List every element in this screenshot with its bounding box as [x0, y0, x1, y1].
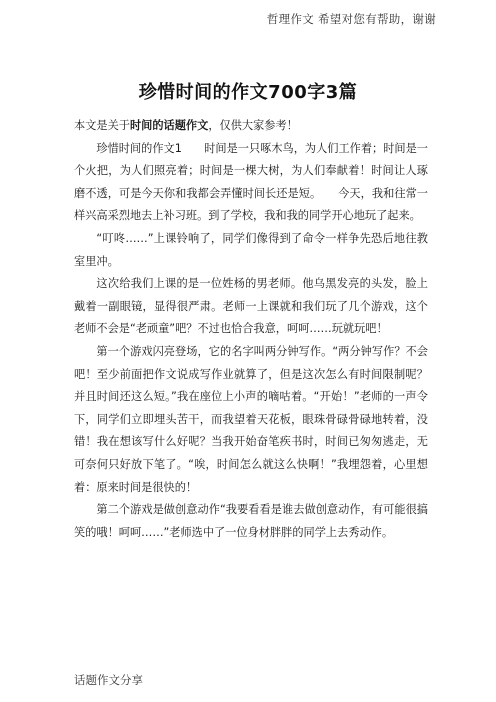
intro-keyword-topic: 话题作文 [163, 119, 209, 132]
paragraph: 这次给我们上课的是一位姓杨的男老师。他乌黑发亮的头发，脸上戴着一副眼镜，显得很严肃。老师一上课就和我们玩了几个游戏，这个老师不会是“老顽童”吧？不过也恰合我意，呵呵……玩就玩吧！ [74, 277, 428, 336]
intro-prefix: 本文是关于 [74, 119, 130, 132]
paragraph: 第二个游戏是做创意动作“我要看看是谁去做创意动作，有可能很搞笑的哦！呵呵……”老师选中了一位身材胖胖的同学上去秀动作。 [74, 503, 428, 539]
intro-connector: 的 [152, 119, 164, 132]
intro-suffix: ，仅供大家参考！ [208, 119, 298, 132]
paragraph: 第一个游戏闪亮登场，它的名字叫两分钟写作。“两分钟写作？不会吧！至少前面把作文说成写作业就算了，但是这次怎么有时间限制呢？并且时间还这么短。”我在座位上小声的嘀咕着。“开始！”老师的一声令下，同学们立即埋头苦干，而我望着天花板，眼珠骨碌骨碌地转着，没错！我在想该写什么好呢？当我开始奋笔疾书时，时间已匆匆逃走，无可奈何只好放下笔了。“唉，时间怎么就这么快啊！”我埋怨着，心里想着：原来时间是很快的！ [74, 344, 428, 494]
document-body [74, 115, 428, 544]
paragraph: “叮咚……”上课铃响了，同学们像得到了命令一样争先恐后地往教室里冲。 [74, 231, 428, 268]
document-title: 珍惜时间的作文700字3篇 [138, 82, 358, 104]
paragraph: 珍惜时间的作文1 时间是一只啄木鸟，为人们工作着；时间是一个火把，为人们照亮着；时间是一棵大树，为人们奉献着！时间让人琢磨不透，可是今天你和我都会弄懂时间长还是短。 今天，我和往常一样兴高采烈地去上补习班。到了学校，我和我的同学开心地玩了起来。 [74, 141, 428, 223]
intro-paragraph [74, 115, 428, 138]
intro-keyword-time: 时间 [129, 119, 153, 132]
footer-note: 话题作文分享 [74, 673, 143, 687]
header-note: 哲理作文 希望对您有帮助，谢谢 [266, 12, 436, 26]
